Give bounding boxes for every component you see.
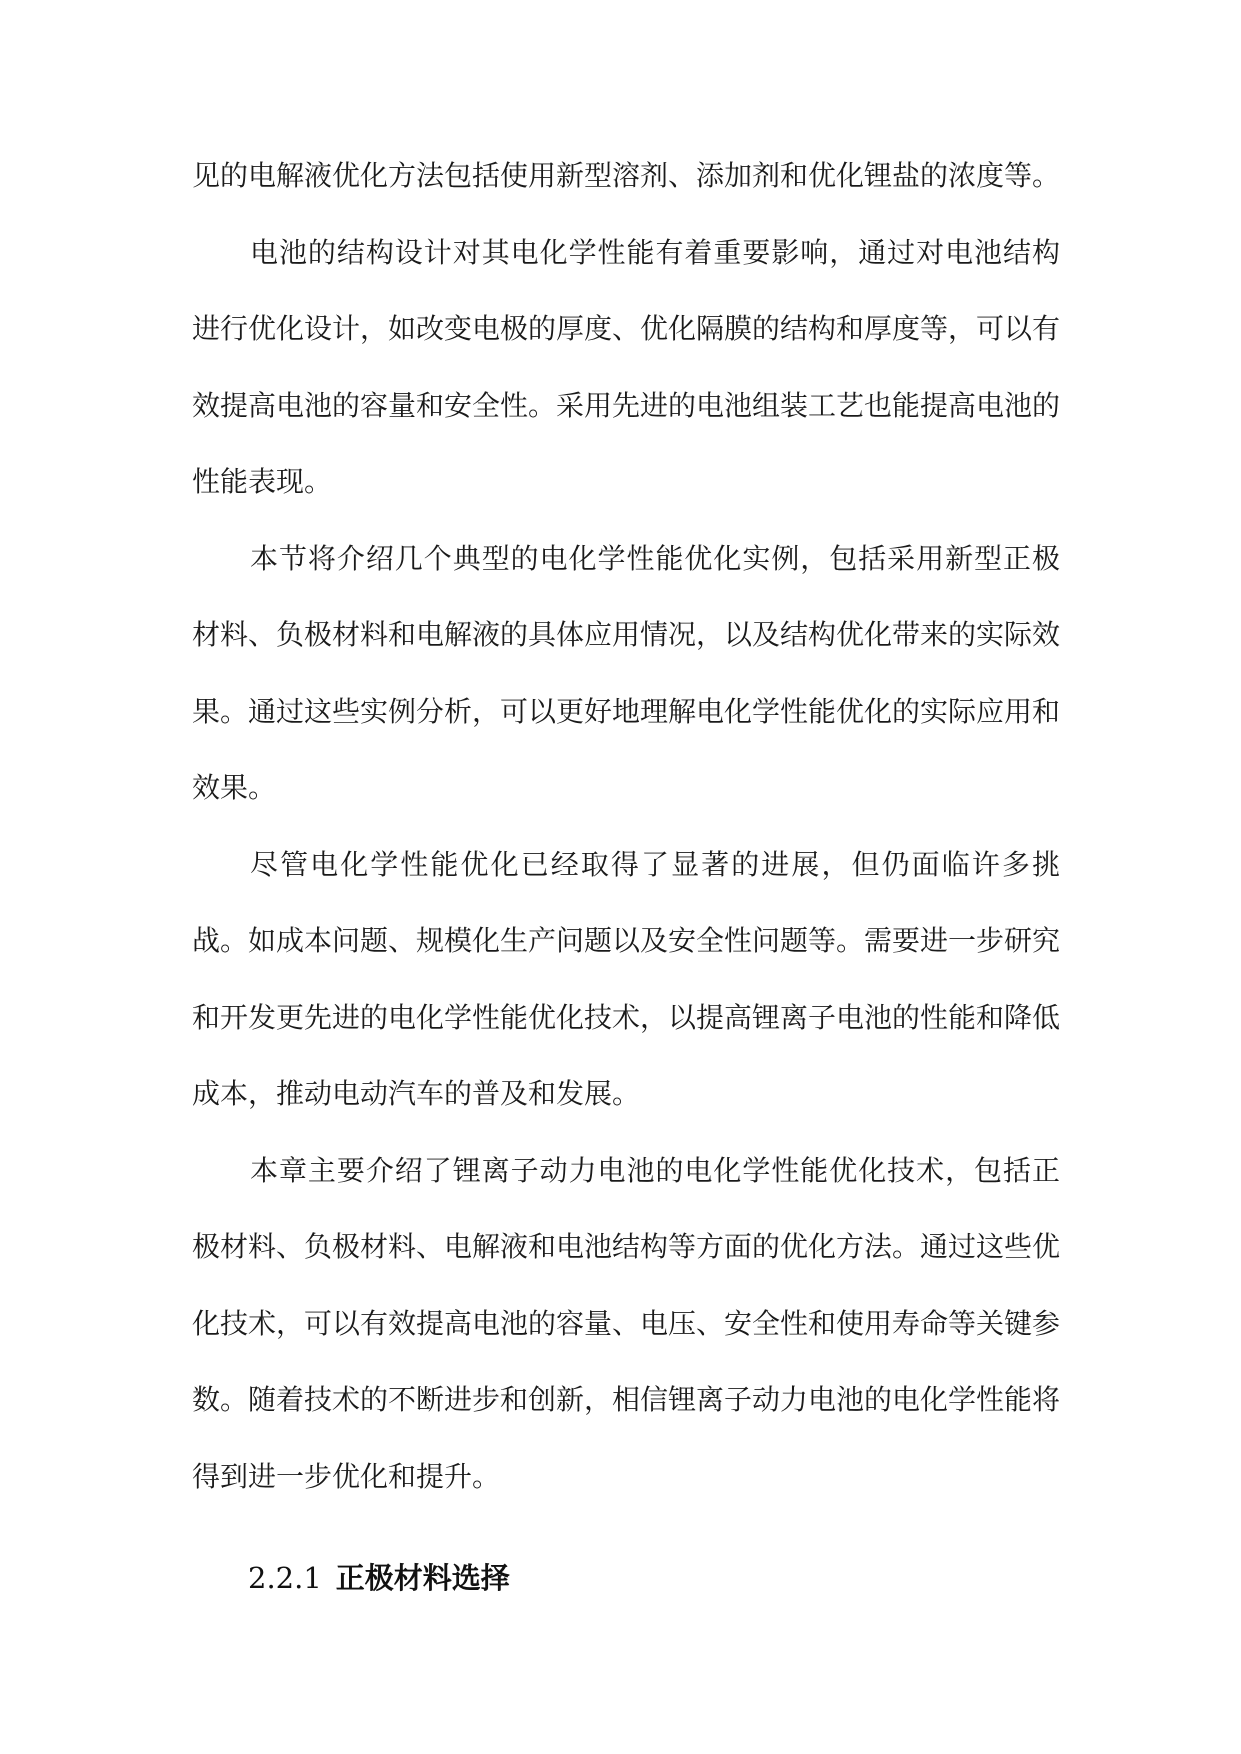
body-text xyxy=(192,138,1060,1515)
paragraph-challenges: 尽管电化学性能优化已经取得了显著的进展，但仍面临许多挑战。如成本问题、规模化生产问题以及安全性问题等。需要进一步研究和开发更先进的电化学性能优化技术，以提高锂离子电池的性能和降低成本，推动电动汽车的普及和发展。 xyxy=(192,847,1061,1110)
section-title: 正极材料选择 xyxy=(335,1561,510,1595)
paragraph-continued: 见的电解液优化方法包括使用新型溶剂、添加剂和优化锂盐的浓度等。 xyxy=(192,159,1061,192)
paragraph-chapter-summary: 本章主要介绍了锂离子动力电池的电化学性能优化技术，包括正极材料、负极材料、电解液和电池结构等方面的优化方法。通过这些优化技术，可以有效提高电池的容量、电压、安全性和使用寿命等关键参数。随着技术的不断进步和创新，相信锂离子动力电池的电化学性能将得到进一步优化和提升。 xyxy=(192,1153,1061,1493)
paragraph-optimization-examples: 本节将介绍几个典型的电化学性能优化实例，包括采用新型正极材料、负极材料和电解液的具体应用情况，以及结构优化带来的实际效果。通过这些实例分析，可以更好地理解电化学性能优化的实际应用和效果。 xyxy=(192,541,1061,804)
section-number: 2.2.1 xyxy=(248,1561,322,1595)
section-heading xyxy=(248,1556,510,1597)
paragraph-battery-structure: 电池的结构设计对其电化学性能有着重要影响，通过对电池结构进行优化设计，如改变电极的厚度、优化隔膜的结构和厚度等，可以有效提高电池的容量和安全性。采用先进的电池组装工艺也能提高电池的性能表现。 xyxy=(192,235,1061,498)
